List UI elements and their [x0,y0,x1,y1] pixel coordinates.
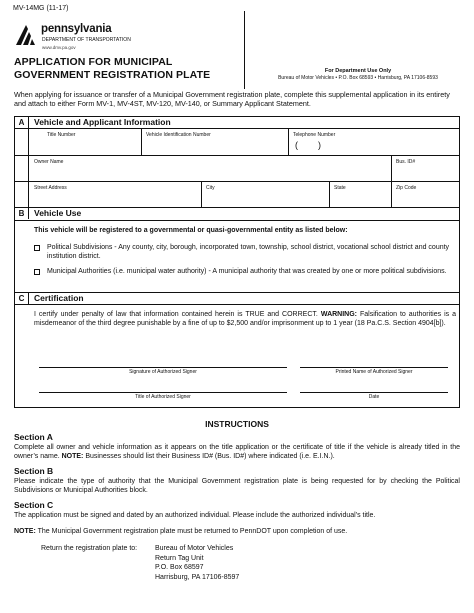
title-label: Title of Authorized Signer [135,394,191,400]
telephone-label: Telephone Number [293,132,336,138]
printed-name-line[interactable] [300,367,448,368]
section-a-row-2 [14,156,460,182]
city-label: City [206,185,215,191]
title-number-field[interactable] [29,129,155,155]
section-a-letter: A [15,117,29,128]
instructions-section-a-heading: Section A [14,432,53,442]
instructions-section-b-heading: Section B [14,466,54,476]
zip-code-label: Zip Code [396,185,417,191]
header-divider [244,11,245,89]
municipal-authorities-option: Municipal Authorities (i.e. municipal water authority) - A municipal authority that was created by one or more political subdivisions. [47,268,447,275]
form-number: MV-14MG (11-17) [13,5,69,12]
owner-name-label: Owner Name [34,159,64,165]
return-note: NOTE: The Municipal Government registration plate must be returned to PennDOT upon completion of use. [14,528,348,535]
instructions-section-c-heading: Section C [14,500,54,510]
title-number-label: Title Number [47,132,76,138]
return-address-line-2: Return Tag Unit [155,554,204,562]
return-address [155,544,239,582]
vin-label: Vehicle Identification Number [146,132,211,138]
date-label: Date [368,394,380,400]
instructions-section-b-text: Please indicate the type of authority that the Municipal Government registration plate is being requested for by checking the Political Subdivisions or Municipal Authorities block. [14,478,460,494]
municipal-authorities-checkbox[interactable] [34,269,40,275]
signature-label: Signature of Authorized Signer [129,369,197,375]
department-use-address: Bureau of Motor Vehicles • P.O. Box 68593 • Harrisburg, PA 17106-8593 [278,75,438,81]
city-field[interactable] [201,182,329,207]
certification-text: I certify under penalty of law that information contained herein is TRUE and CORRECT. WARNING: Falsification to authorities is a misdemeanor of the third degree punishable by a fine of up to $2,500 and/or imprisonment up to 1 year (18 Pa.C.S. Section 4904[b]). [34,311,457,327]
section-b-body [14,221,460,292]
section-a-row-3 [14,182,460,208]
return-label: Return the registration plate to: [41,545,138,552]
vin-field[interactable] [141,129,301,155]
title-line-1: APPLICATION FOR MUNICIPAL [14,56,173,68]
section-c-title: Certification [34,293,84,303]
section-c-header [14,292,460,305]
instructions-heading: INSTRUCTIONS [205,419,269,429]
keystone-logo-icon [14,23,38,47]
instructions-section-c-text: The application must be signed and dated by an authorized individual. Please include the authorized individual’s title. [14,512,376,519]
section-c-body [14,305,460,408]
section-b-letter: B [15,208,29,219]
section-b-lead: This vehicle will be registered to a governmental or quasi-governmental entity as listed below: [34,227,348,234]
section-a-row-1 [14,129,460,156]
section-b-header [14,208,460,221]
owner-name-field[interactable] [29,156,391,181]
telephone-field[interactable] [288,129,459,155]
printed-name-label: Printed Name of Authorized Signer [335,369,413,375]
return-address-line-3: P.O. Box 68597 [155,564,204,571]
page-title [14,56,210,82]
state-field[interactable] [329,182,391,207]
zip-code-field[interactable] [391,182,459,207]
telephone-parens: ( ) [295,140,321,150]
section-c-letter: C [15,293,29,304]
date-line[interactable] [300,392,448,393]
return-address-line-4: Harrisburg, PA 17106-8597 [155,573,240,581]
political-subdivisions-option: Political Subdivisions - Any county, city, borough, incorporated town, township, school district, vocational school district and county institution district. [47,244,450,260]
section-b-title: Vehicle Use [34,208,82,218]
political-subdivisions-checkbox[interactable] [34,245,40,251]
title-line-2: GOVERNMENT REGISTRATION PLATE [14,69,211,81]
instructions-section-a-text: Complete all owner and vehicle information as it appears on the title application or the certificate of title if the vehicle is already titled in the owner’s name. NOTE: Businesses should list their Business ID# (Bus. ID#) where indicated (i.e. E.I.N.). [14,444,460,460]
section-a-title: Vehicle and Applicant Information [34,117,171,127]
return-address-line-1: Bureau of Motor Vehicles [155,545,234,552]
bus-id-field[interactable] [391,156,459,181]
state-label: State [334,185,346,191]
section-a-header [14,116,460,129]
agency-logo [14,21,154,57]
street-address-field[interactable] [29,182,201,207]
title-line[interactable] [39,392,287,393]
department-use-heading: For Department Use Only [324,68,392,74]
signature-line[interactable] [39,367,287,368]
bus-id-label: Bus. ID# [396,159,416,165]
street-address-label: Street Address [34,185,67,191]
department-use-box [247,68,469,82]
agency-name: pennsylvania [41,23,112,35]
intro-text: When applying for issuance or transfer of a Municipal Government registration plate, complete this supplemental application in its entirety and attach to either Form MV-1, MV-4ST, MV-120, MV-140, or Summary Applicant Statement. [14,90,450,108]
agency-department: DEPARTMENT OF TRANSPORTATION [42,37,131,43]
agency-url: www.dmv.pa.gov [42,45,76,50]
